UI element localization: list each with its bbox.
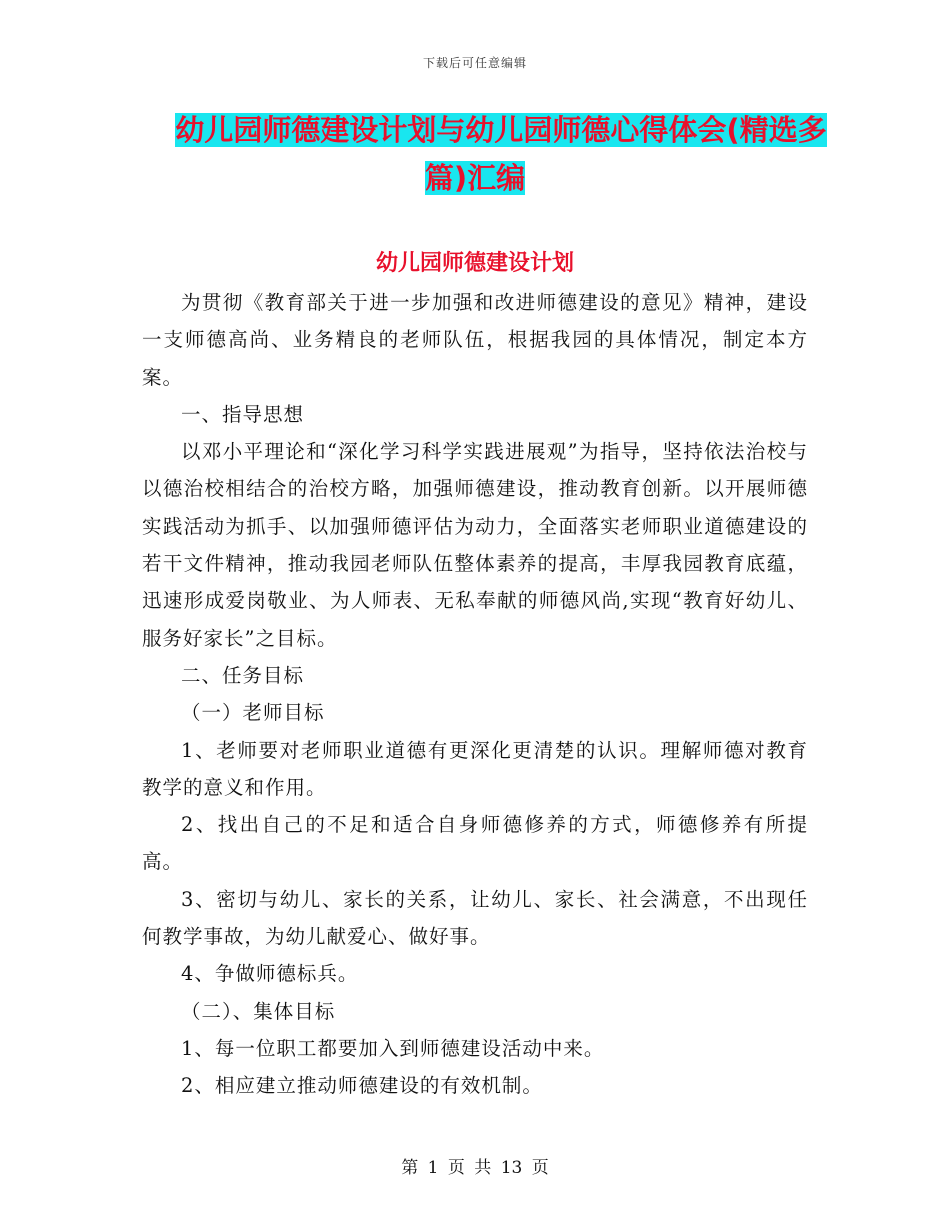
paragraph-guiding-thought: 以邓小平理论和“深化学习科学实践进展观”为指导，坚持依法治校与以德治校相结合的治校方略，加强师德建设，推动教育创新。以开展师德实践活动为抓手、以加强师德评估为动力，全面落实老师职业道德建设的若干文件精神，推动我园老师队伍整体素养的提高，丰厚我园教育底蕴，迅速形成爱岗敬业、为人师表、无私奉献的师德风尚,实现“教育好幼儿、服务好家长”之目标。 (142, 440, 808, 650)
heading-guiding-thought: 一、指导思想 (181, 402, 305, 426)
document-title (0, 106, 950, 202)
list-item: 2、相应建立推动师德建设的有效机制。 (181, 1074, 543, 1098)
list-item: 4、争做师德标兵。 (181, 962, 359, 986)
page-number-footer: 第 1 页 共 13 页 (401, 1158, 549, 1178)
page-header-note: 下载后可任意编辑 (422, 56, 527, 70)
section-title: 幼儿园师德建设计划 (375, 251, 574, 276)
subheading-collective-goals: （二）、集体目标 (181, 999, 336, 1023)
list-item: 2、找出自己的不足和适合自身师德修养的方式，师德修养有所提高。 (142, 813, 808, 874)
list-item: 1、每一位职工都要加入到师德建设活动中来。 (181, 1036, 605, 1060)
list-item: 1、老师要对老师职业道德有更深化更清楚的认识。理解师德对教育教学的意义和作用。 (142, 738, 808, 799)
document-title-line-1: 幼儿园师德建设计划与幼儿园师德心得体会(精选多 (175, 113, 827, 147)
subheading-teacher-goals: （一）老师目标 (181, 701, 325, 725)
paragraph-intro: 为贯彻《教育部关于进一步加强和改进师德建设的意见》精神，建设一支师德高尚、业务精良的老师队伍，根据我园的具体情况，制定本方案。 (142, 291, 808, 389)
heading-task-goals: 二、任务目标 (181, 663, 305, 687)
document-title-line-2: 篇)汇编 (424, 161, 526, 195)
list-item: 3、密切与幼儿、家长的关系，让幼儿、家长、社会满意，不出现任何教学事故，为幼儿献爱心、做好事。 (142, 887, 808, 949)
document-body (142, 284, 808, 1105)
